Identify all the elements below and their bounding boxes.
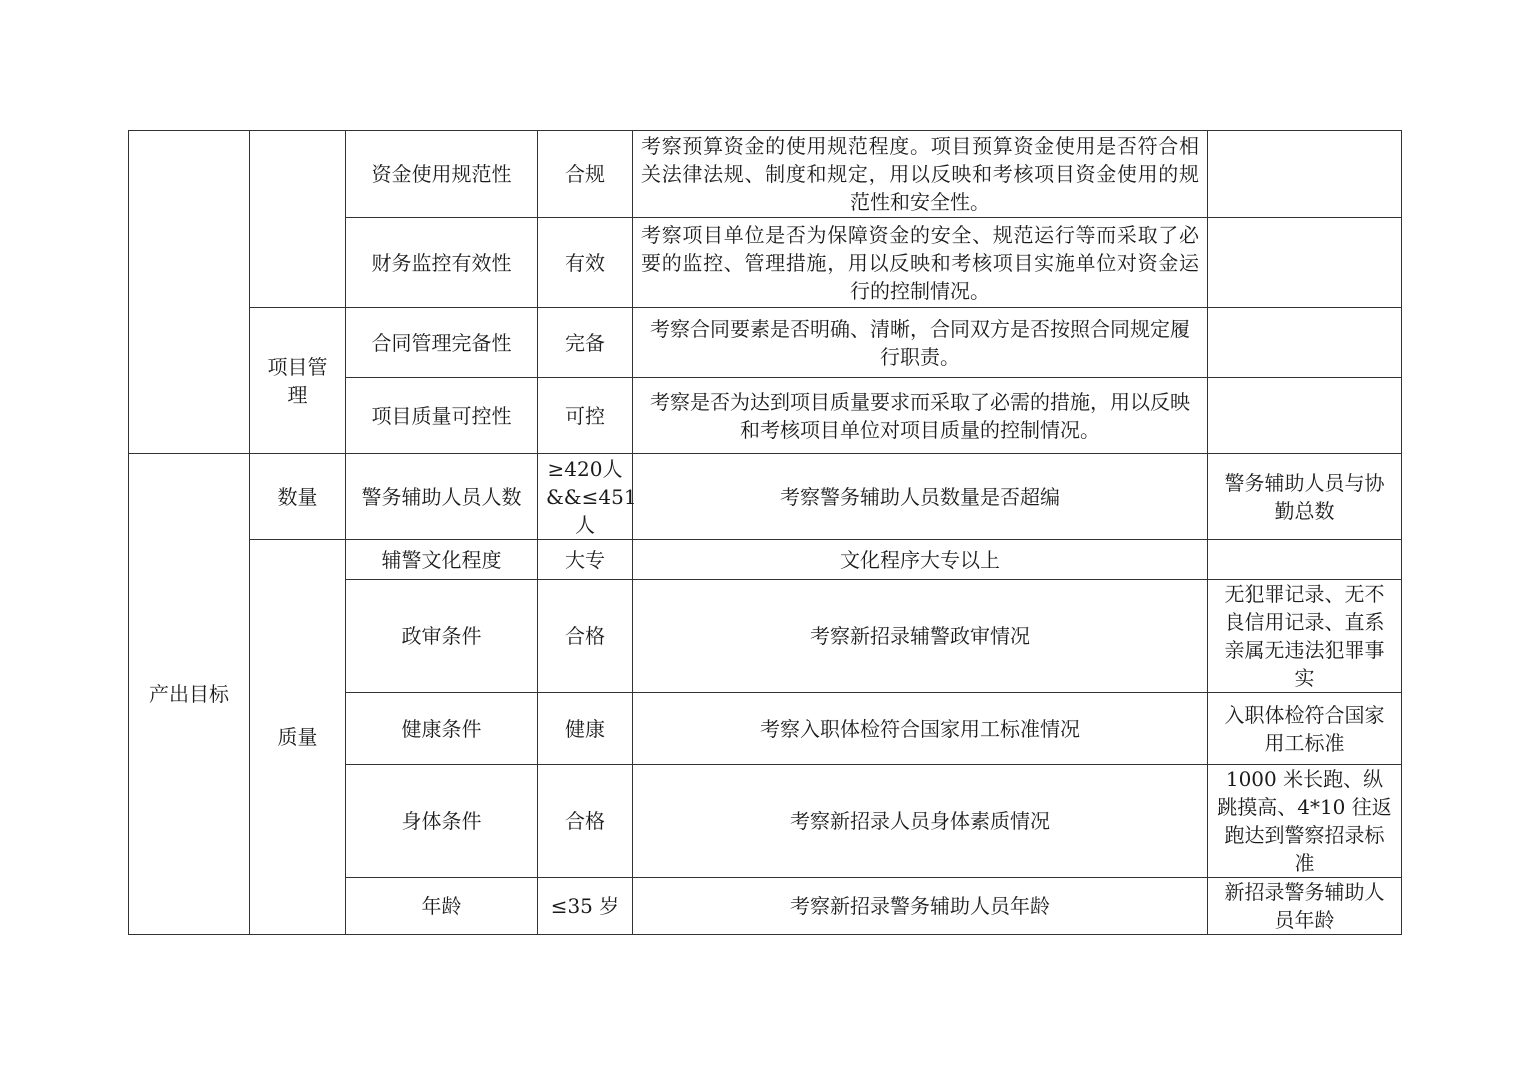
subcategory-project-management: 项目管理 [250, 308, 346, 454]
table-row [129, 540, 1402, 580]
indicator-description: 考察警务辅助人员数量是否超编 [633, 454, 1208, 540]
indicator-value: 合规 [538, 131, 633, 218]
indicator-note: 入职体检符合国家用工标准 [1208, 693, 1402, 765]
indicator-description: 考察合同要素是否明确、清晰，合同双方是否按照合同规定履行职责。 [633, 308, 1208, 378]
indicator-note [1208, 308, 1402, 378]
indicator-note [1208, 218, 1402, 308]
subcategory-quality: 质量 [250, 540, 346, 935]
indicator-note: 无犯罪记录、无不良信用记录、直系亲属无违法犯罪事实 [1208, 580, 1402, 693]
indicator-value: ≤35 岁 [538, 878, 633, 935]
indicator-value: 健康 [538, 693, 633, 765]
subcategory-cell-empty [250, 131, 346, 308]
indicator-description: 考察新招录辅警政审情况 [633, 580, 1208, 693]
category-output-target: 产出目标 [129, 454, 250, 935]
indicator-description: 考察是否为达到项目质量要求而采取了必需的措施，用以反映和考核项目单位对项目质量的控制情况。 [633, 378, 1208, 454]
indicator-name: 政审条件 [346, 580, 538, 693]
indicator-name: 项目质量可控性 [346, 378, 538, 454]
indicator-name: 身体条件 [346, 765, 538, 878]
indicator-description: 考察入职体检符合国家用工标准情况 [633, 693, 1208, 765]
category-cell-empty [129, 131, 250, 454]
indicator-note: 1000 米长跑、纵跳摸高、4*10 往返跑达到警察招录标准 [1208, 765, 1402, 878]
indicator-name: 辅警文化程度 [346, 540, 538, 580]
subcategory-quantity: 数量 [250, 454, 346, 540]
indicator-value: 可控 [538, 378, 633, 454]
indicator-name: 合同管理完备性 [346, 308, 538, 378]
indicator-value: 完备 [538, 308, 633, 378]
indicator-note [1208, 131, 1402, 218]
indicator-value: ≥420人&&≤451 人 [538, 454, 633, 540]
indicator-name: 资金使用规范性 [346, 131, 538, 218]
indicator-note [1208, 378, 1402, 454]
indicator-name: 财务监控有效性 [346, 218, 538, 308]
indicator-note: 新招录警务辅助人员年龄 [1208, 878, 1402, 935]
indicator-value: 大专 [538, 540, 633, 580]
indicator-name: 年龄 [346, 878, 538, 935]
indicator-note: 警务辅助人员与协勤总数 [1208, 454, 1402, 540]
table-row [129, 308, 1402, 378]
indicator-value: 合格 [538, 580, 633, 693]
indicator-table [128, 130, 1402, 935]
indicator-description: 考察预算资金的使用规范程度。项目预算资金使用是否符合相关法律法规、制度和规定，用以反映和考核项目资金使用的规范性和安全性。 [633, 131, 1208, 218]
table-row [129, 131, 1402, 218]
indicator-description: 考察新招录警务辅助人员年龄 [633, 878, 1208, 935]
indicator-description: 考察项目单位是否为保障资金的安全、规范运行等而采取了必要的监控、管理措施，用以反映和考核项目实施单位对资金运行的控制情况。 [633, 218, 1208, 308]
indicator-value: 合格 [538, 765, 633, 878]
table-row [129, 454, 1402, 540]
indicator-note [1208, 540, 1402, 580]
indicator-name: 警务辅助人员人数 [346, 454, 538, 540]
indicator-name: 健康条件 [346, 693, 538, 765]
indicator-description: 文化程序大专以上 [633, 540, 1208, 580]
indicator-description: 考察新招录人员身体素质情况 [633, 765, 1208, 878]
indicator-value: 有效 [538, 218, 633, 308]
